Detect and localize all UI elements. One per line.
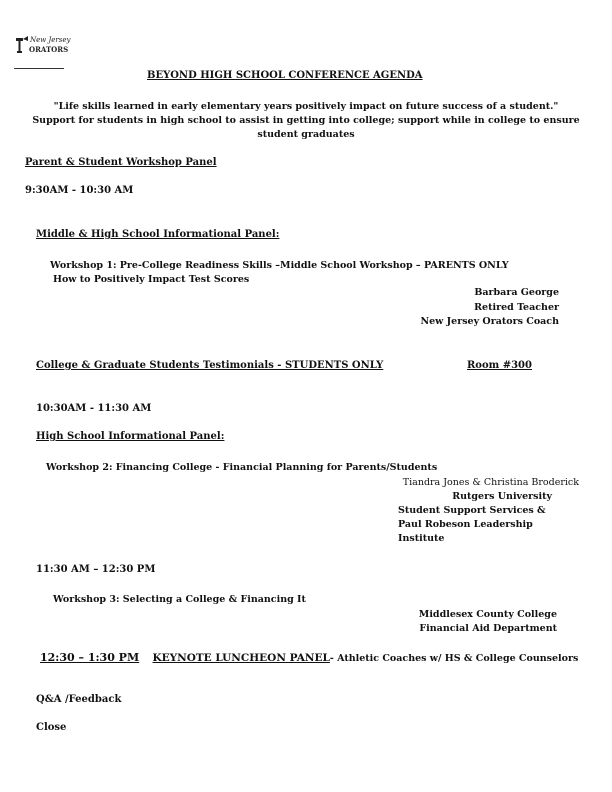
presenter-2-org: Rutgers University	[452, 491, 552, 502]
testimonials-label: College & Graduate Students Testimonials - STUDENTS ONLY	[36, 360, 384, 371]
close-item: Close	[36, 722, 67, 733]
presenter-2-dept-2: Paul Robeson Leadership	[398, 519, 533, 530]
presenter-1-name: Barbara George	[474, 287, 559, 298]
presenter-1-role: Retired Teacher	[474, 302, 559, 313]
testimonials-room: Room #300	[467, 360, 532, 371]
time-slot-2: 10:30AM - 11:30 AM	[36, 403, 152, 414]
presenter-1-org: New Jersey Orators Coach	[420, 316, 559, 327]
support-line-1: Support for students in high school to assist in getting into college; support while in college to ensure	[32, 115, 580, 126]
quote: "Life skills learned in early elementary years positively impact on future success of a student."	[53, 101, 559, 112]
luncheon-label: KEYNOTE LUNCHEON PANEL	[152, 652, 330, 664]
luncheon-row	[40, 652, 578, 665]
new-jersey-orators-logo	[14, 28, 71, 70]
qa-feedback: Q&A /Feedback	[36, 694, 122, 705]
panel-heading-2: High School Informational Panel:	[36, 431, 225, 442]
time-slot-3: 11:30 AM – 12:30 PM	[36, 564, 156, 575]
panel-heading-1: Middle & High School Informational Panel:	[36, 229, 280, 240]
workshop-1-subtitle: How to Positively Impact Test Scores	[53, 274, 250, 285]
presenter-3-dept: Financial Aid Department	[419, 623, 557, 634]
section-heading: Parent & Student Workshop Panel	[25, 157, 217, 168]
workshop-3-title: Workshop 3: Selecting a College & Financing It	[53, 594, 306, 605]
presenter-2-dept-3: Institute	[398, 533, 445, 544]
time-slot-1: 9:30AM - 10:30 AM	[25, 185, 134, 196]
presenter-2-dept-1: Student Support Services &	[398, 505, 546, 516]
workshop-2-title: Workshop 2: Financing College - Financial Planning for Parents/Students	[46, 462, 438, 473]
logo-divider	[14, 68, 64, 69]
support-line-2: student graduates	[257, 129, 355, 140]
luncheon-time: 12:30 – 1:30 PM	[40, 651, 140, 664]
page-title: BEYOND HIGH SCHOOL CONFERENCE AGENDA	[147, 70, 423, 81]
logo-line2: ORATORS	[29, 45, 69, 54]
logo-line1: New Jersey	[30, 36, 71, 44]
luncheon-details: - Athletic Coaches w/ HS & College Counselors	[329, 653, 579, 664]
lectern-icon	[16, 36, 28, 53]
presenter-3-org: Middlesex County College	[418, 609, 557, 620]
workshop-1-title: Workshop 1: Pre-College Readiness Skills –Middle School Workshop – PARENTS ONLY	[50, 260, 509, 271]
presenter-2-names: Tiandra Jones & Christina Broderick	[402, 477, 579, 488]
